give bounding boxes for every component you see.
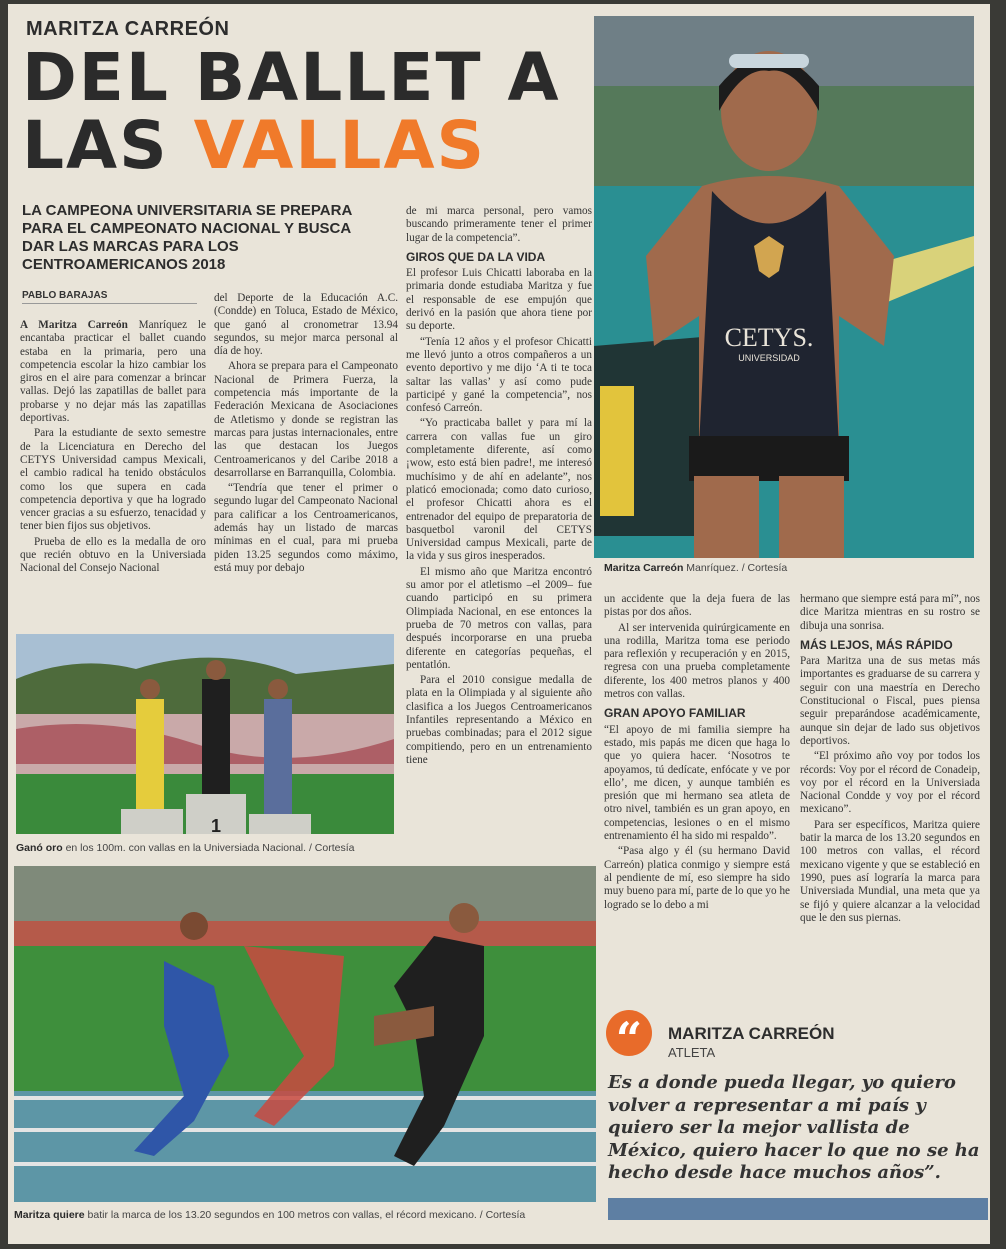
podium-number: 1: [210, 816, 222, 834]
podium-photo: [16, 634, 394, 834]
byline: PABLO BARAJAS: [22, 290, 197, 304]
caption-bold: Maritza Carreón: [604, 562, 684, 574]
paragraph: El mismo año que Maritza encontró su amor por el atletismo –el 2009– fue cuando participó en su primera Olimpiada Nacional, en ese entonces la prueba de 70 metros con vallas, para después incorporarse en una prueba diferente en categorías pequeñas, el pentatlón.: [406, 565, 592, 671]
quote-role: ATLETA: [668, 1045, 716, 1060]
quote-text: Es a donde pueda llegar, yo quiero volver a representar a mi país y quiero ser la mejor vallista de México, quiero hacer lo que no se ha hecho desde hace muchos años”.: [608, 1072, 980, 1183]
subheading: GRAN APOYO FAMILIAR: [604, 706, 746, 721]
column-1: [20, 319, 206, 578]
subheading: MÁS LEJOS, MÁS RÁPIDO: [800, 637, 953, 652]
headline-line1: DEL BALLET A: [22, 39, 561, 116]
caption-rest: en los 100m. con vallas en la Universiada Nacional. / Cortesía: [62, 842, 355, 854]
paragraph: Ahora se prepara para el Campeonato Nacional de Primera Fuerza, la competencia más importante de la Federación Mexicana de Asociaciones de Atletismo y donde se registran las marcas para justas internacionales, entre las que destacan los Juegos Centroamericanos y del Caribe 2018 a desarrollarse en Barranquilla, Colombia.: [214, 360, 398, 479]
paragraph: Para ser específicos, Maritza quiere batir la marca de los 13.20 segundos en 100 metros con vallas, el récord mexicano vigente y que se estableció en 1990, pues así lograría la marca para Universiada Mundial, una meta que ya se fijó y quiere alcanzar a la velocidad que le den sus piernas.: [800, 818, 980, 924]
paragraph: “El próximo año voy por todos los récords: Voy por el récord de Conadeip, voy por el récord en la Universiada Nacional Condde y voy por el récord mexicano”.: [800, 750, 980, 816]
caption-bold: Ganó oro: [16, 842, 63, 854]
subheading: GIROS QUE DA LA VIDA: [406, 249, 546, 264]
paragraph: “Tendría que tener el primer o segundo lugar del Campeonato Nacional para calificar a los Centroamericanos, además hay un listado de marcas mínimas en el cual, para mi prueba piden 13.25 segundos como máximo, está muy por debajo: [214, 482, 398, 574]
paragraph: El profesor Luis Chicatti laboraba en la primaria donde estudiaba Maritza y fue el responsable de ese empujón que derivó en la pasión que ahora tiene por su deporte.: [406, 267, 592, 333]
column-2: [214, 292, 398, 577]
paragraph: hermano que siempre está para mí”, nos dice Maritza mientras en su rostro se dibuja una sonrisa.: [800, 593, 980, 632]
lead-in: A Maritza Carreón: [20, 319, 128, 331]
jersey-brand: CETYS.: [724, 323, 814, 352]
column-3: [406, 205, 592, 769]
paragraph: [20, 319, 206, 425]
paragraph: Para la estudiante de sexto semestre de la Licenciatura en Derecho del CETYS Universidad campus Mexicali, el cambio radical ha tenido obstáculos como los que supera en cada competencia deportiva y que ha logrado vencer gracias a su esfuerzo, tenacidad y tener bien fijos sus objetivos.: [20, 427, 206, 533]
quote-icon: “: [606, 1010, 652, 1056]
deck: LA CAMPEONA UNIVERSITARIA SE PREPARA PARA EL CAMPEONATO NACIONAL Y BUSCA DAR LAS MARCAS PARA LOS CENTROAMERICANOS 2018: [22, 202, 352, 273]
paragraph: de mi marca personal, pero vamos buscando primeramente tener el primer lugar de la competencia”.: [406, 205, 592, 244]
quote-name: MARITZA CARREÓN: [668, 1024, 835, 1043]
race-caption: [14, 1209, 525, 1221]
podium-caption: [16, 842, 355, 854]
paragraph: Prueba de ello es la medalla de oro que recién obtuvo en la Universiada Nacional del Consejo Nacional: [20, 535, 206, 575]
headline-line2-plain: LAS: [22, 107, 194, 184]
caption-bold: Maritza quiere: [14, 1209, 85, 1221]
paragraph: “Tenía 12 años y el profesor Chicatti me llevó junto a otros compañeros a un evento deportivo y me dijo ‘A ti te toca saltar las vallas’ y así como pude participé y gané la competencia”, nos confesó Carreón.: [406, 335, 592, 415]
jersey-sub: UNIVERSIDAD: [738, 353, 800, 363]
portrait-photo: [594, 16, 974, 558]
headline: [22, 39, 592, 184]
column-5: [800, 593, 980, 927]
paragraph: Para Maritza una de sus metas más importantes es graduarse de su carrera y seguir con una maestría en Derecho Constitucional o Fiscal, pues piensa seguir preparándose académicamente, aunque sin dejar de lado sus objetivos deportivos.: [800, 655, 980, 747]
paragraph: “Pasa algo y él (su hermano David Carreón) platica conmigo y siempre está al pendiente de mí, eso siempre ha sido muy bueno para mí, parte de lo que yo he logrado se lo debo a mi: [604, 845, 790, 911]
column-4: [604, 593, 790, 914]
portrait-illustration: [594, 16, 974, 558]
headline-line2-accent: VALLAS: [193, 107, 487, 184]
paragraph: Al ser intervenida quirúrgicamente en una rodilla, Maritza toma ese periodo para reflexión y recuperación y en 2015, regresa con una prueba completamente diferente, los 400 metros planos y 400 metros con vallas.: [604, 621, 790, 701]
portrait-caption: [604, 562, 787, 574]
paragraph: del Deporte de la Educación A.C. (Condde) en Toluca, Estado de México, que ganó al cronometrar 13.94 segundos, su mejor marca personal al día de hoy.: [214, 292, 398, 358]
paragraph: un accidente que la deja fuera de las pistas por dos años.: [604, 593, 790, 619]
race-photo: [14, 866, 596, 1202]
caption-rest: batir la marca de los 13.20 segundos en 100 metros con vallas, el récord mexicano. / Cortesía: [84, 1209, 526, 1221]
paragraph: Para el 2010 consigue medalla de plata en la Olimpiada y al siguiente año clasifica a los Juegos Centroamericanos Infantiles representando a México en pruebas combinadas; para el 2012 sigue compitiendo, pero en un entrenamiento tiene: [406, 674, 592, 766]
newspaper-page: [8, 4, 990, 1244]
podium-illustration: [16, 634, 394, 834]
caption-rest: Manríquez. / Cortesía: [683, 562, 788, 574]
lead-rest: Manríquez le encantaba practicar el ballet cuando estaba en la primaria, pero una competencia escolar la hizo cambiar los giros en el aire para comenzar a brincar vallas. Dejó las zapatillas de ballet para probarse y no dejar más las zapatillas deportivas.: [20, 319, 206, 425]
quote-bar: [608, 1198, 988, 1220]
kicker: MARITZA CARREÓN: [26, 18, 230, 40]
paragraph: “Yo practicaba ballet y para mí la carrera con vallas fue un giro completamente diferente, así como ¡wow, esto está bien padre!, me interesó muchísimo y de ahí en adelante”, nos platicó emocionada; como dato curioso, el profesor Chicatti ahora es el entrenador del equipo de preparatoria de basquetbol varonil del CETYS Universidad campus Mexicali, parte de la vida y sus giros inesperados.: [406, 417, 592, 563]
paragraph: “El apoyo de mi familia siempre ha estado, mis papás me dicen que haga lo que yo quiera hacer. ‘Nosotros te apoyamos, tú dedícate, enfócate y ve por ello’, me dicen, y aunque también es presión que mi hermano sea atleta de otro nivel, también es un gran apoyo, en competencias, lesiones o en el mismo entrenamiento él ha sido mi respaldo”.: [604, 723, 790, 843]
race-illustration: [14, 866, 596, 1202]
